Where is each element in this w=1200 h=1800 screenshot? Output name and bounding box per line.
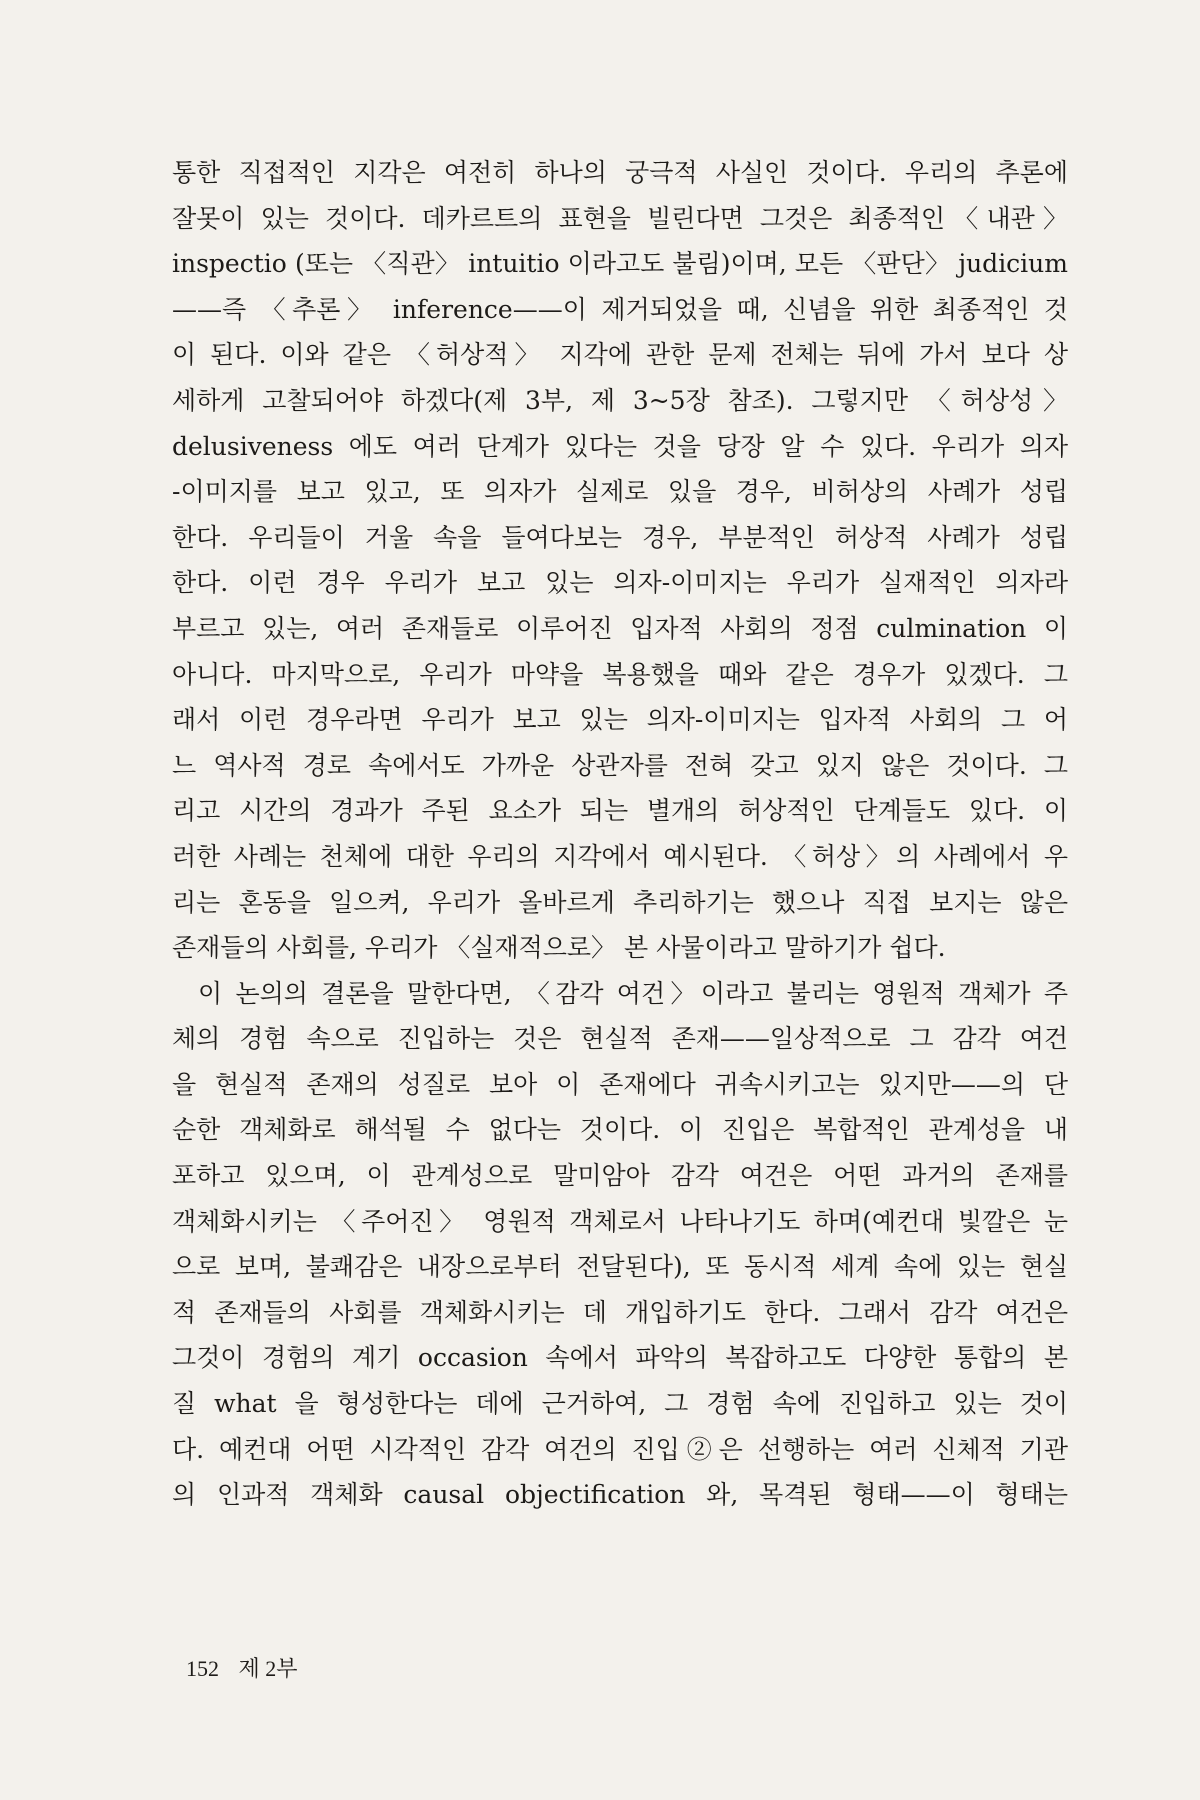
text-line: 다. 예컨대 어떤 시각적인 감각 여건의 진입②은 선행하는 여러 신체적 기관 xyxy=(172,1434,1068,1464)
text-line: 리는 혼동을 일으켜, 우리가 올바르게 추리하기는 했으나 직접 보지는 않은 xyxy=(172,887,1068,917)
text-line: 세하게 고찰되어야 하겠다(제 3부, 제 3~5장 참조). 그렇지만 〈허상성〉 xyxy=(172,385,1068,415)
text-line: 통한 직접적인 지각은 여전히 하나의 궁극적 사실인 것이다. 우리의 추론에 xyxy=(172,158,1068,187)
text-line: 질 what 을 형성한다는 데에 근거하여, 그 경험 속에 진입하고 있는 것이 xyxy=(172,1389,1068,1419)
text-line: 잘못이 있는 것이다. 데카르트의 표현을 빌린다면 그것은 최종적인〈내관〉 xyxy=(172,203,1068,233)
text-line: delusiveness 에도 여러 단계가 있다는 것을 당장 알 수 있다. 우리가 의자 xyxy=(172,431,1068,461)
page-number: 152 xyxy=(186,1656,219,1681)
text-line: 포하고 있으며, 이 관계성으로 말미암아 감각 여건은 어떤 과거의 존재를 xyxy=(172,1161,1068,1191)
text-line: 객체화시키는 〈주어진〉 영원적 객체로서 나타나기도 하며(예컨대 빛깔은 눈 xyxy=(172,1206,1068,1236)
text-line: 한다. 이런 경우 우리가 보고 있는 의자-이미지는 우리가 실재적인 의자라 xyxy=(172,568,1068,598)
text-line: 리고 시간의 경과가 주된 요소가 되는 별개의 허상적인 단계들도 있다. 이 xyxy=(172,796,1068,826)
body-text xyxy=(172,150,1068,1518)
text-line: 적 존재들의 사회를 객체화시키는 데 개입하기도 한다. 그래서 감각 여건은 xyxy=(172,1297,1068,1327)
text-line: 존재들의 사회를, 우리가 〈실재적으로〉 본 사물이라고 말하기가 쉽다. xyxy=(172,933,946,963)
text-line: 체의 경험 속으로 진입하는 것은 현실적 존재——일상적으로 그 감각 여건 xyxy=(172,1024,1068,1054)
text-line: 이 된다. 이와 같은 〈허상적〉 지각에 관한 문제 전체는 뒤에 가서 보다 상 xyxy=(172,340,1068,370)
text-line: 한다. 우리들이 거울 속을 들여다보는 경우, 부분적인 허상적 사례가 성립 xyxy=(172,522,1068,552)
text-line: 이 논의의 결론을 말한다면, 〈감각 여건〉이라고 불리는 영원적 객체가 주 xyxy=(198,978,1068,1008)
part-label: 제 2부 xyxy=(238,1656,298,1681)
text-line: 아니다. 마지막으로, 우리가 마약을 복용했을 때와 같은 경우가 있겠다. 그 xyxy=(172,659,1068,689)
text-line: 래서 이런 경우라면 우리가 보고 있는 의자-이미지는 입자적 사회의 그 어 xyxy=(172,705,1068,735)
text-line: 러한 사례는 천체에 대한 우리의 지각에서 예시된다. 〈허상〉의 사례에서 우 xyxy=(172,841,1068,871)
text-line: 부르고 있는, 여러 존재들로 이루어진 입자적 사회의 정점 culmination 이 xyxy=(172,613,1068,643)
text-line: -이미지를 보고 있고, 또 의자가 실제로 있을 경우, 비허상의 사례가 성립 xyxy=(172,477,1068,507)
text-line: inspectio (또는 〈직관〉 intuitio 이라고도 불림)이며, 모든 〈판단〉 judicium xyxy=(172,249,1068,279)
text-line: ——즉 〈추론〉 inference——이 제거되었을 때, 신념을 위한 최종적인 것 xyxy=(172,294,1068,324)
text-line: 순한 객체화로 해석될 수 없다는 것이다. 이 진입은 복합적인 관계성을 내 xyxy=(172,1115,1068,1145)
text-line: 으로 보며, 불쾌감은 내장으로부터 전달된다), 또 동시적 세계 속에 있는 현실 xyxy=(172,1252,1068,1282)
text-line: 그것이 경험의 계기 occasion 속에서 파악의 복잡하고도 다양한 통합의 본 xyxy=(172,1343,1068,1373)
text-line: 느 역사적 경로 속에서도 가까운 상관자를 전혀 갖고 있지 않은 것이다. 그 xyxy=(172,750,1068,780)
page-footer xyxy=(186,1652,312,1683)
text-line: 의 인과적 객체화 causal objectification 와, 목격된 형태——이 형태는 xyxy=(172,1480,1068,1510)
text-line: 을 현실적 존재의 성질로 보아 이 존재에다 귀속시키고는 있지만——의 단 xyxy=(172,1069,1068,1099)
